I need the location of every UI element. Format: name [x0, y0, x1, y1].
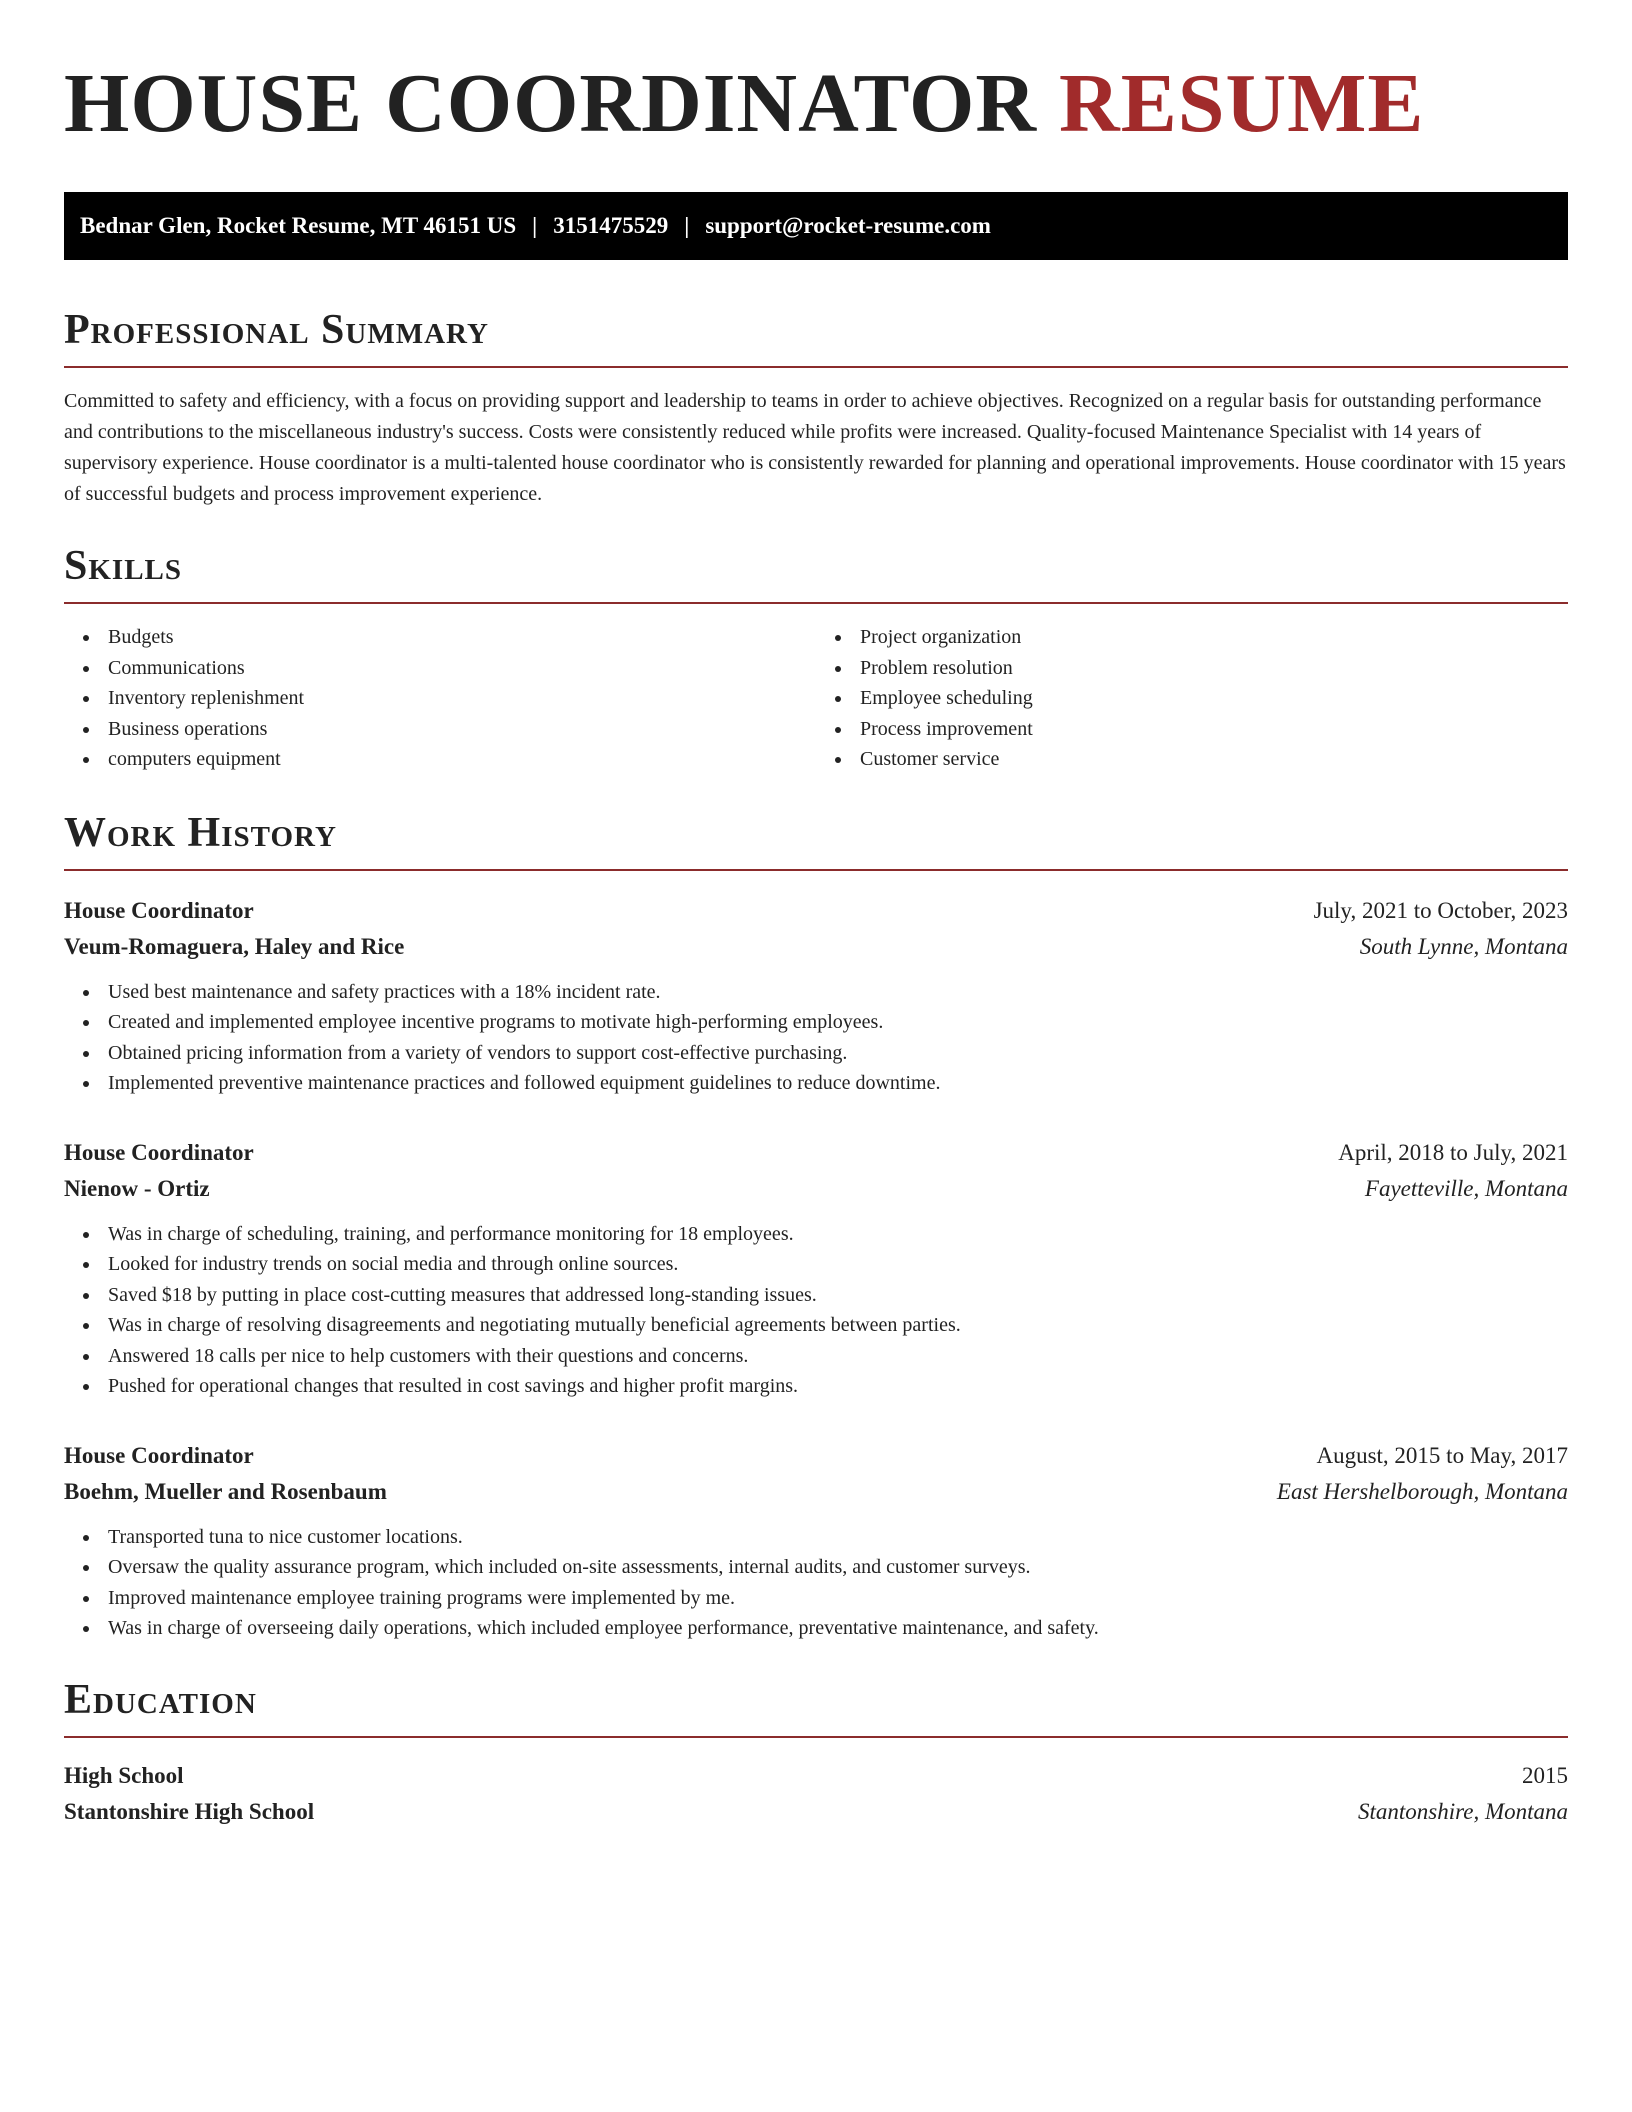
job-location: Fayetteville, Montana [1364, 1175, 1568, 1201]
job-bullets [64, 1219, 1568, 1402]
job-title: House Coordinator [64, 1442, 254, 1468]
job-bullet: Saved $18 by putting in place cost-cutting measures that addressed long-standing issues. [108, 1280, 1568, 1311]
job-title: House Coordinator [64, 1139, 254, 1165]
summary-text: Committed to safety and efficiency, with a focus on providing support and leadership to teams in order to achieve objectives. Recognized on a regular basis for outstanding performance and contributions to the miscellaneous industry's success. Costs were consistently reduced while profits were increased. Quality-focused Maintenance Specialist with 14 years of supervisory experience. House coordinator is a multi-talented house coordinator who is consistently rewarded for planning and operational improvements. House coordinator with 15 years of successful budgets and process improvement experience. [64, 390, 1566, 505]
section-divider [64, 869, 1568, 871]
job-entry [64, 1135, 1568, 1402]
skill-item: Budgets [108, 622, 816, 653]
resume-title [64, 57, 1568, 150]
job-dates: August, 2015 to May, 2017 [1316, 1442, 1568, 1468]
job-dates: July, 2021 to October, 2023 [1313, 897, 1568, 923]
skill-item: Project organization [860, 622, 1568, 653]
section-divider [64, 366, 1568, 368]
skill-item: Problem resolution [860, 653, 1568, 684]
job-company: Nienow - Ortiz [64, 1175, 210, 1201]
work-history-heading: Work History [64, 809, 337, 856]
section-divider [64, 1736, 1568, 1738]
skill-item: Business operations [108, 714, 816, 745]
skills-columns [64, 622, 1568, 775]
section-divider [64, 602, 1568, 604]
skills-left-list [64, 622, 816, 775]
contact-address: Bednar Glen, Rocket Resume, MT 46151 US [80, 213, 517, 238]
title-main: HOUSE COORDINATOR [64, 57, 1038, 150]
summary-heading: Professional Summary [64, 307, 489, 353]
job-company-row [64, 929, 1568, 965]
job-location: South Lynne, Montana [1359, 933, 1568, 959]
job-entry [64, 893, 1568, 1099]
job-bullet: Implemented preventive maintenance practices and followed equipment guidelines to reduce downtime. [108, 1068, 1568, 1099]
job-company-row [64, 1474, 1568, 1510]
education-entry [64, 1758, 1568, 1830]
skill-item: Customer service [860, 744, 1568, 775]
job-bullets [64, 1522, 1568, 1644]
job-header-row [64, 1135, 1568, 1171]
skills-right-list [816, 622, 1568, 775]
job-company: Boehm, Mueller and Rosenbaum [64, 1478, 387, 1504]
skill-item: Inventory replenishment [108, 683, 816, 714]
skill-item: computers equipment [108, 744, 816, 775]
skill-item: Employee scheduling [860, 683, 1568, 714]
job-bullet: Was in charge of scheduling, training, and performance monitoring for 18 employees. [108, 1219, 1568, 1250]
job-header-row [64, 893, 1568, 929]
education-school-row [64, 1794, 1568, 1830]
job-header-row [64, 1438, 1568, 1474]
contact-separator: | [532, 213, 538, 238]
job-bullet: Was in charge of resolving disagreements and negotiating mutually beneficial agreements between parties. [108, 1310, 1568, 1341]
skills-section [64, 540, 1568, 775]
job-company: Veum-Romaguera, Haley and Rice [64, 933, 405, 959]
job-bullet: Transported tuna to nice customer locations. [108, 1522, 1568, 1553]
job-entry [64, 1438, 1568, 1644]
education-section [64, 1674, 1568, 1830]
job-bullet: Answered 18 calls per nice to help customers with their questions and concerns. [108, 1341, 1568, 1372]
job-bullet: Created and implemented employee incentive programs to motivate high-performing employees. [108, 1007, 1568, 1038]
job-bullet: Looked for industry trends on social media and through online sources. [108, 1249, 1568, 1280]
education-degree: High School [64, 1762, 184, 1788]
contact-email: support@rocket-resume.com [705, 213, 991, 238]
skills-heading: Skills [64, 543, 183, 589]
skill-item: Communications [108, 653, 816, 684]
education-year: 2015 [1522, 1762, 1568, 1788]
job-bullet: Improved maintenance employee training programs were implemented by me. [108, 1583, 1568, 1614]
education-heading: Education [64, 1676, 257, 1723]
contact-bar [64, 192, 1568, 260]
job-location: East Hershelborough, Montana [1276, 1478, 1568, 1504]
education-location: Stantonshire, Montana [1358, 1798, 1568, 1824]
contact-separator: | [684, 213, 690, 238]
contact-phone: 3151475529 [553, 213, 669, 238]
job-title: House Coordinator [64, 897, 254, 923]
job-bullet: Used best maintenance and safety practices with a 18% incident rate. [108, 977, 1568, 1008]
job-bullet: Was in charge of overseeing daily operations, which included employee performance, preventative maintenance, and safety. [108, 1613, 1568, 1644]
summary-section [64, 304, 1568, 510]
education-school: Stantonshire High School [64, 1798, 315, 1824]
job-dates: April, 2018 to July, 2021 [1338, 1139, 1568, 1165]
job-company-row [64, 1171, 1568, 1207]
job-bullets [64, 977, 1568, 1099]
job-bullet: Oversaw the quality assurance program, which included on-site assessments, internal audits, and customer surveys. [108, 1552, 1568, 1583]
skill-item: Process improvement [860, 714, 1568, 745]
job-bullet: Obtained pricing information from a variety of vendors to support cost-effective purchasing. [108, 1038, 1568, 1069]
job-bullet: Pushed for operational changes that resulted in cost savings and higher profit margins. [108, 1371, 1568, 1402]
title-accent: RESUME [1059, 57, 1425, 150]
work-history-section [64, 807, 1568, 1644]
education-degree-row [64, 1758, 1568, 1794]
